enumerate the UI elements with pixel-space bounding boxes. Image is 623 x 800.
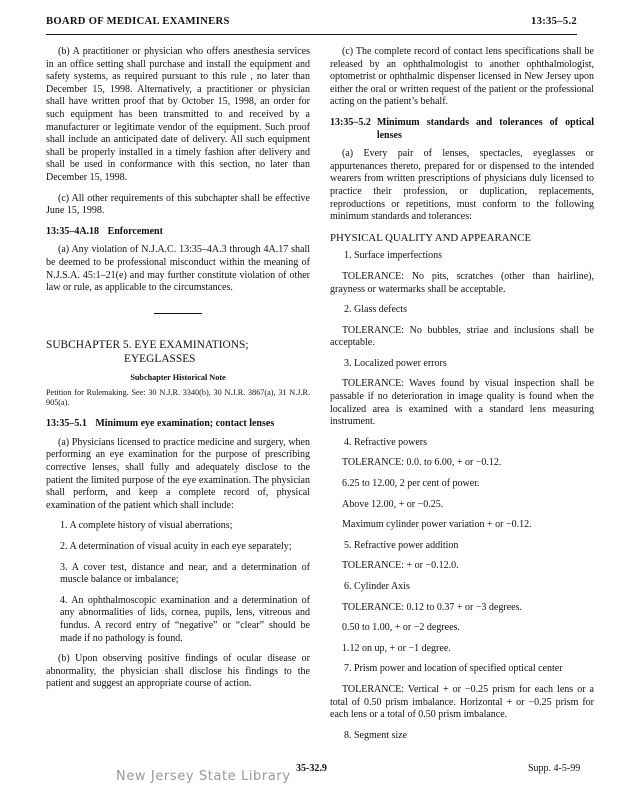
section-title: Enforcement xyxy=(107,225,163,237)
left-column xyxy=(46,46,310,699)
list-item: 1. A complete history of visual aberrations; xyxy=(60,520,233,532)
section-number: 13:35–5.1 xyxy=(46,418,87,430)
paragraph-b-findings: (b) Upon observing positive findings of ocular disease or abnormality, the physician shall disclose his findings to the patient and suggest an appropriate course of action. xyxy=(46,653,310,690)
running-header xyxy=(46,16,577,35)
section-heading-5-1 xyxy=(46,418,310,431)
paragraph-a-standards: (a) Every pair of lenses, spectacles, eyeglasses or appurtenances thereto, prepared for or dispensed to the intended wearers from written prescriptions of physicians duly licensed to practice their profession, or duplication, replacements, reproductions or repetitions, must conform to the following minimum standards and tolerances: xyxy=(330,148,594,223)
right-column xyxy=(330,46,594,750)
list-item: 5. Refractive power addition xyxy=(344,539,459,551)
tolerance-text: Maximum cylinder power variation + or −0.12. xyxy=(342,519,532,531)
tolerance-text: TOLERANCE: 0.12 to 0.37 + or −3 degrees. xyxy=(342,601,522,613)
list-item: 8. Segment size xyxy=(344,729,408,741)
section-number: 13:35–5.2 xyxy=(330,116,371,128)
historical-note-body: Petition for Rulemaking. See: 30 N.J.R. 3340(b), 30 N.J.R. 3867(a), 31 N.J.R. 905(a). xyxy=(46,388,310,408)
paragraph-c-contact-lens: (c) The complete record of contact lens specifications shall be released by an ophthalmologist to another ophthalmologist, optometrist or ophthalmic dispenser licensed in New Jersey upon either the oral or written request of the patient or the professional acting on the patient’s behalf. xyxy=(330,46,594,108)
list-item: 3. Localized power errors xyxy=(344,357,447,369)
section-title: Minimum eye examination; contact lenses xyxy=(95,418,275,430)
list-item: 3. A cover test, distance and near, and a determination of muscle balance or imbalance; xyxy=(60,561,310,586)
header-section-number: 13:35–5.2 xyxy=(531,16,577,27)
tolerance-text: TOLERANCE: 0.0. to 6.00, + or −0.12. xyxy=(342,457,502,469)
list-item: 1. Surface imperfections xyxy=(344,250,443,262)
list-item: 2. Glass defects xyxy=(344,304,408,316)
list-item: 4. An ophthalmoscopic examination and a determination of any abnormalities of lids, cornea, pupils, lens, vitreous and fundus. A record entry of “negative” or “clear” should be made if no pathology is found. xyxy=(60,594,310,644)
subchapter-heading xyxy=(46,338,310,366)
tolerance-text: Above 12.00, + or −0.25. xyxy=(342,498,444,510)
header-title: BOARD OF MEDICAL EXAMINERS xyxy=(46,16,230,27)
list-item: 2. A determination of visual acuity in each eye separately; xyxy=(60,541,292,553)
tolerance-text: TOLERANCE: No bubbles, striae and inclusions shall be acceptable. xyxy=(330,324,594,349)
section-divider xyxy=(154,313,202,314)
paragraph-a-eye-exam: (a) Physicians licensed to practice medicine and surgery, when performing an eye examination for the purpose of prescribing corrective lenses, shall fully and adequately disclose to the patient the limited purpose of the eye examination. The physician shall perform, and keep a complete record of, physical examination of the patient which shall include: xyxy=(46,436,310,511)
supplement-date: Supp. 4-5-99 xyxy=(528,763,581,774)
section-heading-5-2 xyxy=(330,117,594,142)
section-title: Minimum standards and tolerances of optical lenses xyxy=(376,116,594,141)
historical-note-title: Subchapter Historical Note xyxy=(130,372,226,382)
tolerance-text: 0.50 to 1.00, + or −2 degrees. xyxy=(342,622,460,634)
list-item: 6. Cylinder Axis xyxy=(344,581,410,592)
tolerance-text: TOLERANCE: Vertical + or −0.25 prism for each lens or a total of 0.50 prism imbalance. Horizontal + or −0.25 prism for each lens or a total of 0.50 prism imbalance. xyxy=(330,683,594,721)
tolerance-text: TOLERANCE: Waves found by visual inspection shall be passable if no deterioration in image quality is found when the localized area is examined with a standard lens measuring instrument. xyxy=(330,378,594,428)
paragraph-a-enforcement: (a) Any violation of N.J.A.C. 13:35–4A.3 through 4A.17 shall be deemed to be professional misconduct within the meaning of N.J.S.A. 45:1–21(e) and may further constitute violation of other law or rule, as applicable to the circumstances. xyxy=(46,244,310,294)
section-number: 13:35–4A.18 xyxy=(46,225,100,237)
library-watermark: New Jersey State Library xyxy=(116,769,291,784)
list-item: 4. Refractive powers xyxy=(344,436,428,448)
subchapter-title-line1: SUBCHAPTER 5. EYE EXAMINATIONS; xyxy=(46,338,249,351)
page-number: 35-32.9 xyxy=(296,763,327,774)
tolerance-text: 6.25 to 12.00, 2 per cent of power. xyxy=(342,478,480,490)
subchapter-title-line2: EYEGLASSES xyxy=(124,352,196,365)
tolerance-text: TOLERANCE: + or −0.12.0. xyxy=(342,560,459,572)
section-heading-4a18 xyxy=(46,226,310,239)
list-item: 7. Prism power and location of specified optical center xyxy=(344,663,563,675)
tolerance-text: TOLERANCE: No pits, scratches (other than hairline), grayness or watermarks shall be acceptable. xyxy=(330,270,594,295)
tolerance-text: 1.12 on up, + or −1 degree. xyxy=(342,642,451,654)
paragraph-c-effective-date: (c) All other requirements of this subchapter shall be effective June 15, 1998. xyxy=(46,192,310,217)
paragraph-b-anesthesia: (b) A practitioner or physician who offers anesthesia services in an office setting shall purchase and install the equipment and safety systems, as required pursuant to this rule , no later than December 15, 1998. Alternatively, a practitioner or physician shall have written proof that by October 15, 1998, an order for such equipment has been transmitted to and received by a manufacturer or legitimate vendor of the equipment. Such proof shall include an anticipated date of delivery. All such equipment shall be properly installed in a timely fashion after delivery and shall be used in conformance with this section, no later than December 15, 1998. xyxy=(46,46,310,183)
subheading-physical-quality: PHYSICAL QUALITY AND APPEARANCE xyxy=(330,231,532,244)
